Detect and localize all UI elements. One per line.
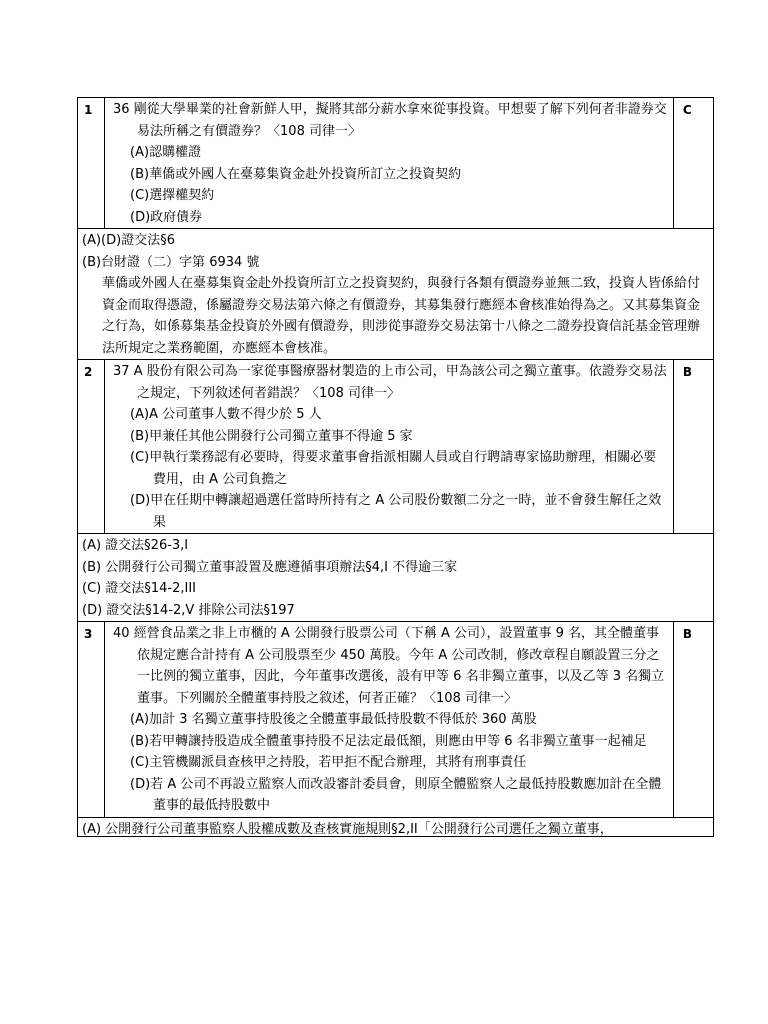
- option-b: (B)若甲轉讓持股造成全體董事持股不足法定最低額，則應由甲等 6 名非獨立董事一起補足: [130, 733, 647, 749]
- explanation-line: (A) 證交法§26-3,I: [82, 538, 189, 553]
- question-row: [78, 622, 714, 818]
- explanation-line: (B) 公開發行公司獨立董事設置及應遵循事項辦法§4,I 不得逾三家: [82, 559, 458, 575]
- answer-key: B: [682, 627, 693, 641]
- explanation-line: (B)台財證（二）字第 6934 號: [82, 254, 260, 270]
- question-row: [78, 98, 714, 229]
- option-a: (A)A 公司董事人數不得少於 5 人: [130, 407, 322, 422]
- option-c: (C)主管機關派員查核甲之持股，若甲拒不配合辦理，其將有刑事責任: [130, 755, 527, 770]
- option-d: (D)甲在任期中轉讓超過選任當時所持有之 A 公司股份數額二分之一時，並不會發生解任之效果: [130, 493, 662, 530]
- explanation-line: (D) 證交法§14-2,V 排除公司法§197: [82, 602, 295, 618]
- question-body: [105, 360, 673, 533]
- explanation-line: (A) 公開發行公司董事監察人股權成數及查核實施規則§2,II「公開發行公司選任之獨立董事，: [82, 821, 613, 836]
- explanation-row: [78, 229, 714, 360]
- question-number: 1: [84, 103, 93, 117]
- explanation: [78, 818, 713, 836]
- explanation-row: [78, 534, 714, 622]
- question-row: [78, 360, 714, 534]
- answer-key: B: [682, 365, 693, 379]
- question-stem: 36 剛從大學畢業的社會新鮮人甲，擬將其部分薪水拿來從事投資。甲想要了解下列何者非證券交易法所稱之有價證券？〈108 司律一〉: [113, 102, 667, 139]
- question-number: 2: [84, 365, 93, 379]
- option-c: (C)選擇權契約: [130, 188, 215, 203]
- option-a: (A)加計 3 名獨立董事持股後之全體董事最低持股數不得低於 360 萬股: [130, 712, 537, 727]
- question-stem: 40 經營食品業之非上市櫃的 A 公開發行股票公司（下稱 A 公司），設置董事 9 名，其全體董事依規定應合計持有 A 公司股票至少 450 萬股。今年 A 公司改制，修改章程自願設置三分之一比例的獨立董事，因此，今年董事改選後，設有甲等 6 名非獨立董事，以及乙等 3 名獨立董事。下列關於全體董事持股之敘述，何者正確？〈108 司律一〉: [113, 626, 665, 706]
- option-d: (D)政府債券: [130, 209, 203, 225]
- answer-key: C: [682, 103, 692, 117]
- option-c: (C)甲執行業務認有必要時，得要求董事會指派相關人員或自行聘請專家協助辦理，相關必要費用，由 A 公司負擔之: [130, 450, 657, 487]
- qa-table: [77, 97, 714, 837]
- explanation-line: (C) 證交法§14-2,III: [82, 581, 196, 596]
- explanation-line: (A)(D)證交法§6: [82, 233, 175, 248]
- explanation: [78, 534, 713, 621]
- option-d: (D)若 A 公司不再設立監察人而改設審計委員會，則原全體監察人之最低持股數應加計在全體董事的最低持股數中: [130, 776, 662, 813]
- question-body: [105, 622, 673, 817]
- explanation: [78, 229, 713, 359]
- explanation-paragraph: 華僑或外國人在臺募集資金赴外投資所訂立之投資契約，與發行各類有價證券並無二致，投資人皆係給付資金而取得憑證，係屬證券交易法第六條之有價證券，其募集發行應經本會核准始得為之。又其募集資金之行為，如係募集基金投資於外國有價證券，則涉從事證券交易法第十八條之二證券投資信託基金管理辦法所規定之業務範圍，亦應經本會核准。: [102, 276, 701, 356]
- option-b: (B)華僑或外國人在臺募集資金赴外投資所訂立之投資契約: [130, 166, 462, 182]
- question-body: [105, 98, 673, 228]
- option-b: (B)甲兼任其他公開發行公司獨立董事不得逾 5 家: [130, 428, 413, 444]
- option-a: (A)認購權證: [130, 145, 202, 160]
- explanation-row: [78, 817, 714, 836]
- question-number: 3: [84, 627, 93, 641]
- question-stem: 37 A 股份有限公司為一家從事醫療器材製造的上市公司，甲為該公司之獨立董事。依證券交易法之規定，下列敘述何者錯誤？〈108 司律一〉: [113, 364, 667, 401]
